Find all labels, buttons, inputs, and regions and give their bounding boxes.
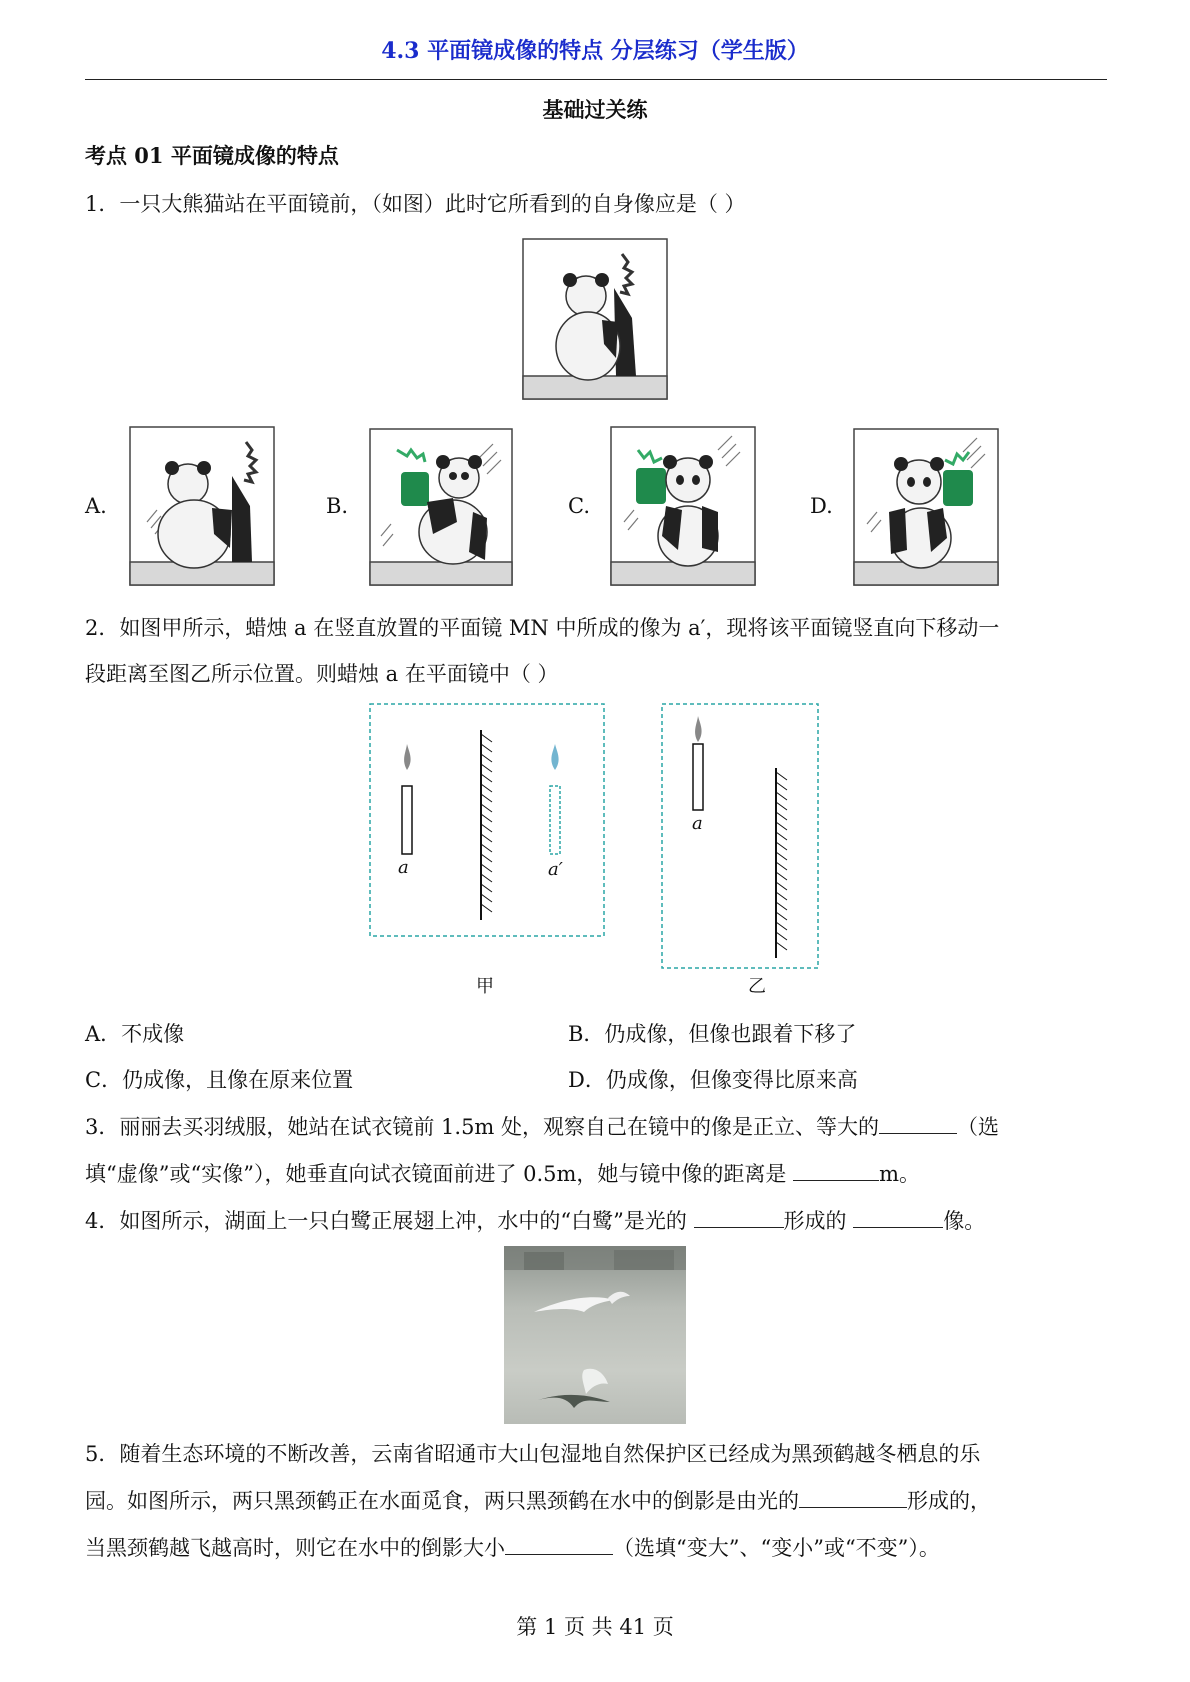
question-5-line-1: 5．随着生态环境的不断改善，云南省昭通市大山包湿地自然保护区已经成为黑颈鹤越冬栖息的乐 [85, 1442, 981, 1466]
question-5-line-2 [85, 1485, 991, 1515]
q3-text-2a: 填“虚像”或“实像”），她垂直向试衣镜面前进了 0.5m，她与镜中像的距离是 [85, 1162, 794, 1186]
candle-mirror-figure-right [660, 702, 820, 970]
question-5-line-3 [85, 1532, 940, 1562]
q3-blank-2[interactable] [793, 1160, 879, 1181]
page-number: 第 1 页 共 41 页 [516, 1615, 674, 1639]
q3-blank-1[interactable] [879, 1113, 957, 1134]
panda-main-figure [522, 238, 668, 400]
q1-option-b-label: B. [326, 494, 349, 518]
section-title: 基础过关练 [542, 97, 648, 122]
question-3-line-1 [85, 1111, 999, 1141]
q5-blank-1[interactable] [799, 1487, 907, 1508]
question-1-text: 1．一只大熊猫站在平面镜前，（如图）此时它所看到的自身像应是（ ） [85, 192, 746, 216]
image-label-a-prime: a′ [548, 859, 563, 880]
candle-label-a: a [398, 857, 409, 878]
candle-mirror-figure-left [368, 702, 608, 938]
q5-text-2a: 园。如图所示，两只黑颈鹤正在水面觅食，两只黑颈鹤在水中的倒影是由光的 [85, 1489, 799, 1513]
figure-caption-yi: 乙 [748, 976, 766, 997]
q3-text-1b: （选 [957, 1115, 1000, 1139]
q5-text-3b: （选填“变大”、“变小”或“不变”）。 [613, 1536, 940, 1560]
header-divider [85, 79, 1107, 80]
q2-option-a: A．不成像 [85, 1022, 185, 1046]
q2-option-d: D．仍成像，但像变得比原来高 [568, 1068, 858, 1092]
q4-blank-1[interactable] [694, 1207, 784, 1228]
q1-option-a-label: A. [85, 494, 107, 518]
panda-option-c-figure [610, 426, 756, 586]
q1-option-d-label: D. [810, 494, 833, 518]
q5-text-2b: 形成的， [907, 1489, 991, 1513]
q4-text-c: 像。 [943, 1209, 986, 1233]
q5-blank-2[interactable] [505, 1534, 613, 1555]
q5-text-3a: 当黑颈鹤越飞越高时，则它在水中的倒影大小 [85, 1536, 505, 1560]
egret-reflection-photo [504, 1246, 686, 1424]
q4-text-b: 形成的 [783, 1209, 854, 1233]
q1-option-c-label: C. [568, 494, 590, 518]
q4-text-a: 4．如图所示，湖面上一只白鹭正展翅上冲，水中的“白鹭”是光的 [85, 1209, 694, 1233]
panda-option-a-figure [129, 426, 275, 586]
panda-option-d-figure [853, 428, 999, 586]
panda-option-b-figure [369, 428, 513, 586]
q3-text-1a: 3．丽丽去买羽绒服，她站在试衣镜前 1.5m 处，观察自己在镜中的像是正立、等大的 [85, 1115, 880, 1139]
q3-text-2b: m。 [879, 1162, 921, 1186]
page-title: 4.3 平面镜成像的特点 分层练习（学生版） [381, 38, 809, 64]
q2-option-b: B．仍成像，但像也跟着下移了 [568, 1022, 857, 1046]
question-2-line-1: 2．如图甲所示，蜡烛 a 在竖直放置的平面镜 MN 中所成的像为 a′，现将该平面镜竖直向下移动一 [85, 616, 1000, 640]
question-3-line-2 [85, 1158, 920, 1188]
q4-blank-2[interactable] [853, 1207, 943, 1228]
subsection-title: 考点 01 平面镜成像的特点 [85, 143, 339, 168]
q2-option-c: C．仍成像，且像在原来位置 [85, 1068, 354, 1092]
figure-caption-jia: 甲 [476, 976, 494, 997]
question-2-line-2: 段距离至图乙所示位置。则蜡烛 a 在平面镜中（ ） [85, 662, 559, 686]
question-4-line [85, 1205, 985, 1235]
candle-label-a-right: a [692, 813, 703, 834]
